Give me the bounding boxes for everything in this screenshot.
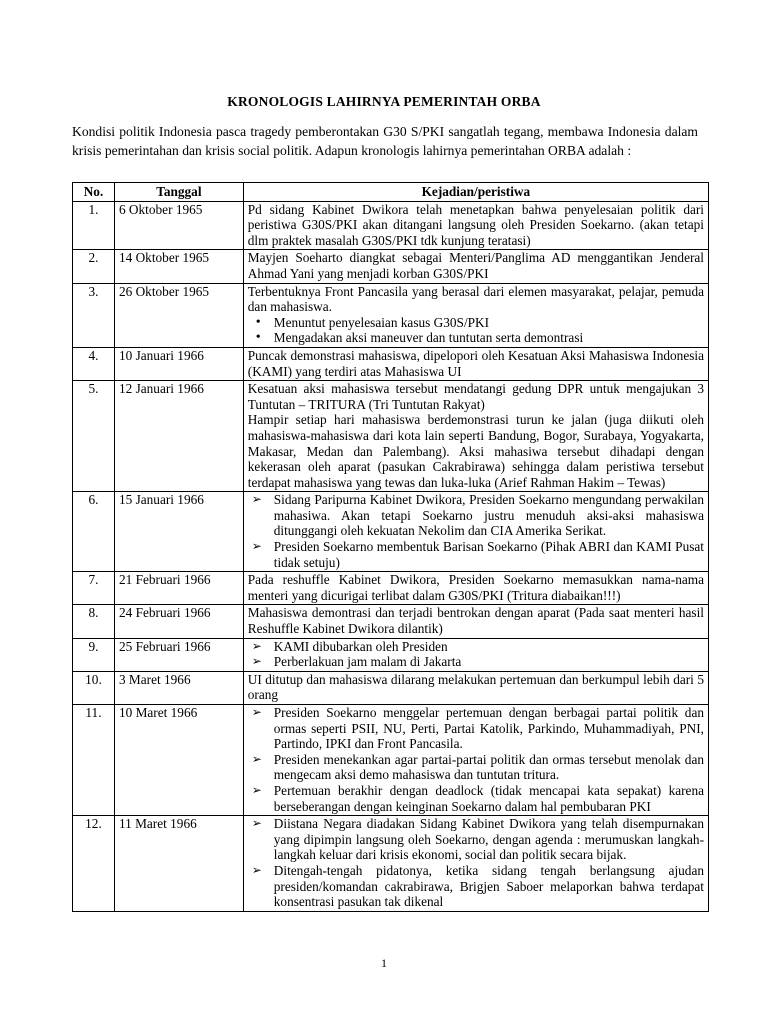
row-date: 6 Oktober 1965 bbox=[114, 201, 243, 250]
row-event bbox=[243, 283, 708, 347]
event-text: Puncak demonstrasi mahasiswa, dipelopori oleh Kesatuan Aksi Mahasiswa Indonesia (KAMI) yang terdiri atas Mahasiswa UI bbox=[247, 347, 704, 379]
list-item bbox=[248, 639, 704, 655]
row-event bbox=[243, 638, 708, 671]
table-row bbox=[73, 347, 709, 380]
row-number: 4. bbox=[73, 347, 115, 380]
header-kejadian: Kejadian/peristiwa bbox=[243, 183, 708, 202]
arrow-list bbox=[248, 639, 704, 670]
page-number: 1 bbox=[381, 956, 387, 970]
list-item-text: Presiden Soekarno menggelar pertemuan dengan berbagai partai politik dan ormas seperti PSII, NU, Perti, Partai Katolik, Parkindo, Muhammadiyah, PNI, Partindo, IPKI dan Front Pancasila. bbox=[273, 705, 704, 752]
arrow-list bbox=[248, 816, 704, 910]
arrow-bullet-icon: ➢ bbox=[251, 654, 262, 669]
event-text-continued: Hampir setiap hari mahasiswa berdemonstrasi turun ke jalan (juga diikuti oleh mahasiswa-mahasiswa dari kota lain seperti Bandung, Bogor, Surabaya, Yogyakarta, Makasar, Medan dan Palembang). Aksi mahasiwa tersebut dihadapi dengan kekerasan oleh aparat (pasukan Cakrabirawa) sehingga dalam peristiwa tersebut terdapat mahasiswa yang tewas dan luka-luka (Arief Rahman Hakim – Tewas) bbox=[247, 412, 704, 490]
row-date: 21 Februari 1966 bbox=[114, 572, 243, 605]
bullet-dot-icon: • bbox=[255, 314, 261, 330]
list-item bbox=[248, 705, 704, 752]
table-row bbox=[73, 381, 709, 492]
row-date: 10 Januari 1966 bbox=[114, 347, 243, 380]
row-date: 3 Maret 1966 bbox=[114, 671, 243, 704]
table-row bbox=[73, 572, 709, 605]
row-event bbox=[243, 816, 708, 912]
row-number: 11. bbox=[73, 705, 115, 816]
list-item-text: Presiden Soekarno membentuk Barisan Soekarno (Pihak ABRI dan KAMI Pusat tidak setuju) bbox=[273, 539, 704, 570]
bullet-list bbox=[248, 315, 704, 346]
row-number: 7. bbox=[73, 572, 115, 605]
intro-paragraph: Kondisi politik Indonesia pasca tragedy pemberontakan G30 S/PKI sangatlah tegang, membawa Indonesia dalam krisis pemerintahan dan krisis social politik. Adapun kronologis lahirnya pemerintahan ORBA adalah : bbox=[72, 124, 698, 158]
table-row bbox=[73, 671, 709, 704]
row-date: 24 Februari 1966 bbox=[114, 605, 243, 638]
list-item bbox=[248, 654, 704, 670]
row-event bbox=[243, 572, 708, 605]
table-row bbox=[73, 816, 709, 912]
event-text: Terbentuknya Front Pancasila yang berasal dari elemen masyarakat, pelajar, pemuda dan mahasiswa. bbox=[247, 283, 704, 315]
row-event bbox=[243, 605, 708, 638]
arrow-bullet-icon: ➢ bbox=[251, 862, 262, 877]
arrow-bullet-icon: ➢ bbox=[251, 638, 262, 653]
arrow-bullet-icon: ➢ bbox=[251, 492, 262, 507]
list-item-text: Presiden menekankan agar partai-partai politik dan ormas tersebut menolak dan mengecam aksi demo mahasiswa dan tuntutan tritura. bbox=[273, 751, 704, 783]
row-event bbox=[243, 347, 708, 380]
row-event bbox=[243, 381, 708, 492]
row-event bbox=[243, 492, 708, 572]
arrow-bullet-icon: ➢ bbox=[251, 539, 262, 554]
list-item-text: Menuntut penyelesaian kasus G30S/PKI bbox=[273, 314, 490, 330]
row-date: 12 Januari 1966 bbox=[114, 381, 243, 492]
row-number: 6. bbox=[73, 492, 115, 572]
table-row bbox=[73, 705, 709, 816]
event-text: UI ditutup dan mahasiswa dilarang melakukan pertemuan dan berkumpul lebih dari 5 orang bbox=[247, 671, 704, 703]
row-date: 10 Maret 1966 bbox=[114, 705, 243, 816]
table-row bbox=[73, 492, 709, 572]
arrow-bullet-icon: ➢ bbox=[251, 782, 262, 797]
list-item bbox=[248, 752, 704, 783]
list-item bbox=[248, 330, 704, 346]
table-header bbox=[73, 183, 709, 202]
row-number: 1. bbox=[73, 201, 115, 250]
arrow-bullet-icon: ➢ bbox=[251, 751, 262, 766]
table-body bbox=[73, 201, 709, 911]
header-tanggal: Tanggal bbox=[114, 183, 243, 202]
list-item-text: KAMI dibubarkan oleh Presiden bbox=[273, 638, 448, 654]
list-item bbox=[248, 783, 704, 814]
table-row bbox=[73, 283, 709, 347]
row-number: 8. bbox=[73, 605, 115, 638]
table-row bbox=[73, 250, 709, 283]
event-text: Kesatuan aksi mahasiswa tersebut mendatangi gedung DPR untuk mengajukan 3 Tuntutan – TRITURA (Tri Tuntutan Rakyat) bbox=[247, 381, 704, 412]
row-event bbox=[243, 671, 708, 704]
arrow-list bbox=[248, 492, 704, 570]
row-number: 10. bbox=[73, 671, 115, 704]
list-item-text: Pertemuan berakhir dengan deadlock (tidak mencapai kata sepakat) karena berseberangan dengan keinginan Soekarno dalam hal pembubaran PKI bbox=[273, 782, 704, 814]
list-item bbox=[248, 492, 704, 539]
row-number: 2. bbox=[73, 250, 115, 283]
row-event bbox=[243, 705, 708, 816]
row-date: 11 Maret 1966 bbox=[114, 816, 243, 912]
row-date: 14 Oktober 1965 bbox=[114, 250, 243, 283]
list-item bbox=[248, 315, 704, 331]
row-event bbox=[243, 201, 708, 250]
row-number: 5. bbox=[73, 381, 115, 492]
chronology-table bbox=[72, 182, 709, 912]
row-event bbox=[243, 250, 708, 283]
header-no: No. bbox=[73, 183, 115, 202]
list-item bbox=[248, 863, 704, 910]
list-item-text: Diistana Negara diadakan Sidang Kabinet Dwikora yang telah disempurnakan yang dipimpin langsung oleh Soekarno, dengan agenda : merumuskan langkah-langkah keluar dari krisis ekonomi, social dan politik secara bijak. bbox=[273, 816, 704, 863]
row-date: 15 Januari 1966 bbox=[114, 492, 243, 572]
list-item bbox=[248, 816, 704, 863]
table-row bbox=[73, 638, 709, 671]
list-item-text: Mengadakan aksi maneuver dan tuntutan serta demontrasi bbox=[273, 330, 584, 346]
event-text: Mahasiswa demontrasi dan terjadi bentrokan dengan aparat (Pada saat menteri hasil Reshuffle Kabinet Dwikora dilantik) bbox=[247, 605, 704, 637]
row-date: 26 Oktober 1965 bbox=[114, 283, 243, 347]
arrow-bullet-icon: ➢ bbox=[251, 705, 262, 719]
event-text: Mayjen Soeharto diangkat sebagai Menteri/Panglima AD menggantikan Jenderal Ahmad Yani yang menjadi korban G30S/PKI bbox=[247, 250, 704, 281]
arrow-list bbox=[248, 705, 704, 814]
table-header-row bbox=[73, 183, 709, 202]
bullet-dot-icon: • bbox=[255, 330, 261, 346]
row-number: 3. bbox=[73, 283, 115, 347]
list-item bbox=[248, 539, 704, 570]
row-number: 9. bbox=[73, 638, 115, 671]
list-item-text: Ditengah-tengah pidatonya, ketika sidang tengah berlangsung ajudan presiden/komandan cakrabirawa, Brigjen Saboer melaporkan bahwa terdapat konsentrasi pasukan tak dikenal bbox=[273, 862, 704, 910]
table-row bbox=[73, 605, 709, 638]
document-title: KRONOLOGIS LAHIRNYA PEMERINTAH ORBA bbox=[227, 94, 541, 109]
row-number: 12. bbox=[73, 816, 115, 912]
list-item-text: Sidang Paripurna Kabinet Dwikora, Presiden Soekarno mengundang perwakilan mahasiwa. Akan tetapi Soekarno justru menuduh aksi-aksi mahasiswa ditunggangi oleh kekuatan Nekolim dan CIA Amerika Serikat. bbox=[273, 492, 704, 539]
event-text: Pd sidang Kabinet Dwikora telah menetapkan bahwa penyelesaian politik dari peristiwa G30S/PKI akan ditangani langsung oleh Presiden Soekarno. (akan tetapi dlm praktek masalah G30S/PKI tdk kunjung teratasi) bbox=[247, 201, 704, 248]
row-date: 25 Februari 1966 bbox=[114, 638, 243, 671]
table-row bbox=[73, 201, 709, 250]
arrow-bullet-icon: ➢ bbox=[251, 816, 262, 831]
event-text: Pada reshuffle Kabinet Dwikora, Presiden Soekarno memasukkan nama-nama menteri yang dicurigai terlibat dalam G30S/PKI (Tritura diabaikan!!!) bbox=[247, 572, 704, 603]
list-item-text: Perberlakuan jam malam di Jakarta bbox=[273, 654, 462, 670]
